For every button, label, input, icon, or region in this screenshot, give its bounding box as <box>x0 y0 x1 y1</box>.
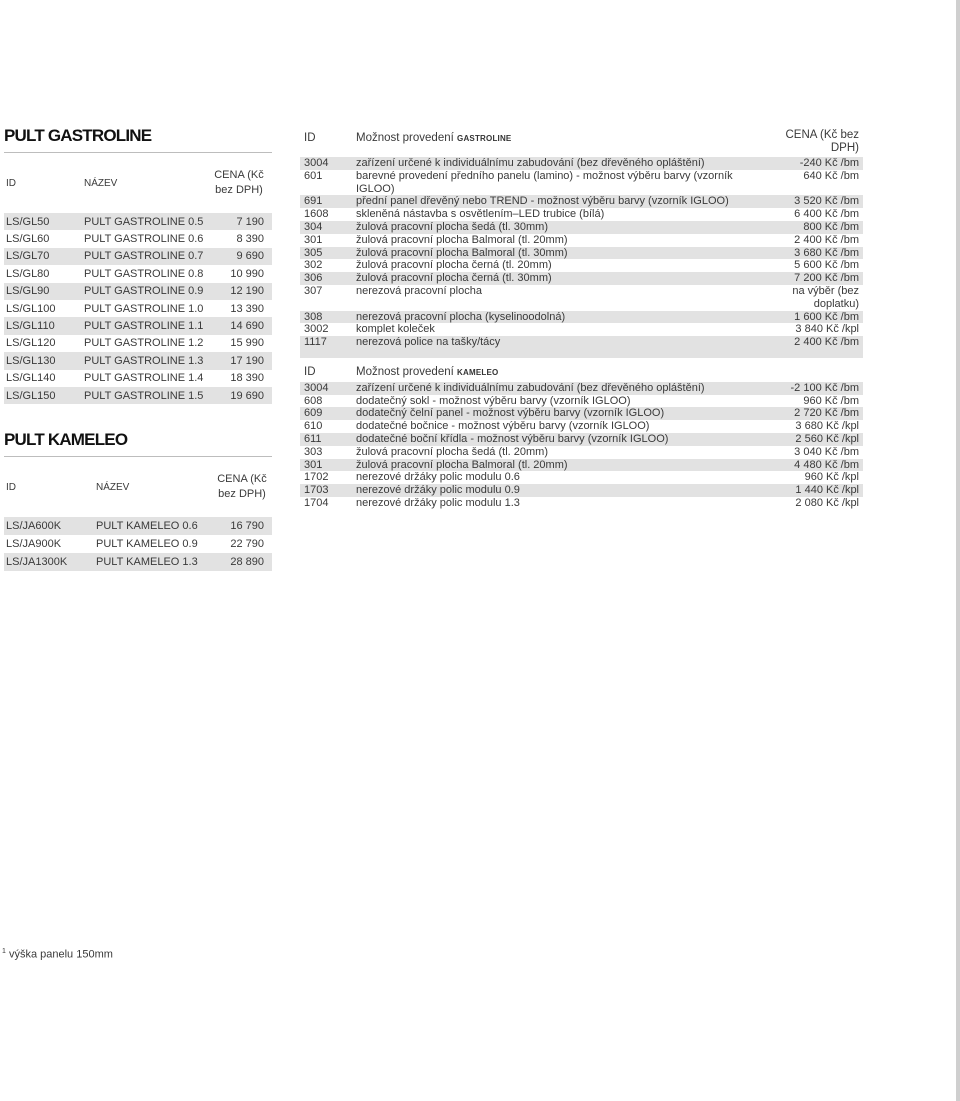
gastroline-option-row <box>300 311 863 324</box>
kameleo-option-row <box>300 433 863 446</box>
kameleo-option-row-desc: dodatečné boční křídla - možnost výběru barvy (vzorník IGLOO) <box>352 433 765 446</box>
gastroline-row-id: LS/GL130 <box>6 354 56 367</box>
gastroline-options-rows <box>300 157 863 349</box>
gastroline-header-id: ID <box>6 177 16 189</box>
footnote-marker: 1 <box>2 948 6 955</box>
gastroline-option-row-desc: žulová pracovní plocha šedá (tl. 30mm) <box>352 221 765 234</box>
option-tag-kameleo: KAMELEO <box>457 367 499 377</box>
gastroline-row-name: PULT GASTROLINE 0.7 <box>84 250 204 263</box>
kameleo-option-row-id: 1703 <box>300 484 352 497</box>
kameleo-row-id: LS/JA1300K <box>6 556 68 569</box>
gastroline-option-row <box>300 208 863 221</box>
gastroline-option-row-price: 7 200 Kč /bm <box>765 272 863 285</box>
gastroline-row <box>4 317 272 334</box>
kameleo-option-row <box>300 484 863 497</box>
gastroline-row-name: PULT GASTROLINE 0.6 <box>84 233 204 246</box>
gastroline-row-name: PULT GASTROLINE 0.5 <box>84 215 204 228</box>
gastroline-option-row-desc: žulová pracovní plocha Balmoral (tl. 20mm) <box>356 233 568 246</box>
gastroline-option-row-id: 1608 <box>304 208 329 221</box>
gastroline-row-price: 15 990 <box>230 337 264 350</box>
gastroline-row-id: LS/GL50 <box>6 215 50 228</box>
gastroline-row-price: 14 690 <box>230 320 264 333</box>
gastroline-row-id: LS/GL80 <box>6 267 50 280</box>
gastroline-rows <box>4 213 272 404</box>
gastroline-option-row-price: 2 400 Kč /bm <box>794 233 859 246</box>
gastroline-row-name: PULT GASTROLINE 1.1 <box>84 320 204 333</box>
gastroline-row <box>4 335 272 352</box>
kameleo-option-row-price: 4 480 Kč /bm <box>765 459 863 472</box>
kameleo-header-name: NÁZEV <box>96 481 130 493</box>
gastroline-option-row-id: 306 <box>300 272 352 285</box>
gastroline-option-row-id: 1117 <box>300 336 352 349</box>
gastroline-option-row-desc: nerezová pracovní plocha <box>356 284 482 297</box>
gastroline-header-name: NÁZEV <box>84 177 118 189</box>
gastroline-row <box>4 213 272 230</box>
gastroline-option-row-id: 307 <box>304 284 323 297</box>
gastroline-row-id: LS/GL60 <box>6 233 50 246</box>
left-column <box>4 126 272 571</box>
kameleo-option-row-price: 3 680 Kč /kpl <box>795 420 859 433</box>
gastroline-option-row-id: 302 <box>304 259 323 272</box>
gastroline-option-row-id: 304 <box>300 221 352 234</box>
kameleo-option-row-id: 303 <box>304 445 323 458</box>
kameleo-options-header-row <box>300 358 863 382</box>
gastroline-option-row-id: 305 <box>300 247 352 260</box>
kameleo-option-row-price: 2 080 Kč /kpl <box>795 496 859 509</box>
kameleo-header-id: ID <box>6 481 16 493</box>
right-column <box>300 126 863 510</box>
gastroline-row-price: 19 690 <box>230 389 264 402</box>
gastroline-options-header-row <box>300 126 863 157</box>
gastroline-row-name: PULT GASTROLINE 0.8 <box>84 267 204 280</box>
kameleo-row-name: PULT KAMELEO 1.3 <box>96 556 198 569</box>
kameleo-option-row <box>300 395 863 408</box>
gastroline-row-name: PULT GASTROLINE 1.4 <box>84 372 204 385</box>
gastroline-row-id: LS/GL140 <box>6 372 56 385</box>
gastroline-option-row <box>300 336 863 349</box>
kameleo-option-row-desc: žulová pracovní plocha šedá (tl. 20mm) <box>356 445 548 458</box>
gastroline-option-row-price: 1 600 Kč /bm <box>765 311 863 324</box>
kameleo-table <box>4 457 272 571</box>
kameleo-option-row <box>300 497 863 510</box>
gastroline-row-price: 9 690 <box>236 250 264 263</box>
gastroline-row-price: 18 390 <box>230 372 264 385</box>
gastroline-row-name: PULT GASTROLINE 1.5 <box>84 389 204 402</box>
gastroline-row-id: LS/GL90 <box>6 285 50 298</box>
gastroline-option-row <box>300 285 863 311</box>
kameleo-row-price: 22 790 <box>230 538 264 551</box>
gastroline-header-price: CENA (Kč bez DPH) <box>214 169 264 196</box>
gastroline-option-row-id: 301 <box>304 233 323 246</box>
option-label: Možnost provedení <box>356 365 454 378</box>
gastroline-header-row <box>4 153 272 213</box>
kameleo-row <box>4 517 272 535</box>
kameleo-option-row-id: 611 <box>300 433 352 446</box>
gastroline-row-price: 7 190 <box>236 215 264 228</box>
kameleo-option-row-price: 2 720 Kč /bm <box>765 407 863 420</box>
gastroline-row-price: 12 190 <box>230 285 264 298</box>
gastroline-option-row <box>300 221 863 234</box>
kameleo-options-header-id: ID <box>304 365 316 378</box>
gastroline-option-row-id: 308 <box>300 311 352 324</box>
kameleo-option-row-price: 2 560 Kč /kpl <box>765 433 863 446</box>
gastroline-option-row-price: 3 520 Kč /bm <box>765 195 863 208</box>
gastroline-option-row-price: 2 400 Kč /bm <box>765 336 863 349</box>
gastroline-option-row-price: 6 400 Kč /bm <box>794 208 859 221</box>
gastroline-option-row-id: 3004 <box>300 157 352 170</box>
gastroline-option-row <box>300 157 863 170</box>
page-edge-strip <box>956 0 960 1101</box>
gastroline-option-row-desc: skleněná nástavba s osvětlením–LED trubice (bílá) <box>356 208 605 221</box>
gastroline-row-id: LS/GL70 <box>6 250 50 263</box>
gastroline-option-row-id: 691 <box>300 195 352 208</box>
kameleo-header-price: CENA (Kč bez DPH) <box>217 473 267 501</box>
option-label: Možnost provedení <box>356 132 454 144</box>
gastroline-option-row-desc: žulová pracovní plocha černá (tl. 20mm) <box>356 259 552 272</box>
kameleo-options-rows <box>300 382 863 510</box>
gastroline-option-row-desc: komplet koleček <box>356 323 435 336</box>
gastroline-option-row <box>300 323 863 336</box>
gastroline-options-header-option <box>352 126 765 157</box>
gastroline-row <box>4 352 272 369</box>
gastroline-option-row-desc: barevné provedení předního panelu (lamino) - možnost výběru barvy (vzorník IGLOO) <box>356 169 733 195</box>
kameleo-option-row-id: 610 <box>304 420 323 433</box>
gastroline-row-id: LS/GL120 <box>6 337 56 350</box>
gastroline-option-row-desc: nerezová pracovní plocha (kyselinoodolná) <box>352 311 765 324</box>
kameleo-option-row-desc: žulová pracovní plocha Balmoral (tl. 20mm) <box>352 459 765 472</box>
kameleo-option-row-price: 3 040 Kč /bm <box>794 445 859 458</box>
gastroline-option-row <box>300 195 863 208</box>
gastroline-row-id: LS/GL150 <box>6 389 56 402</box>
gastroline-row-name: PULT GASTROLINE 1.3 <box>84 354 204 367</box>
gastroline-row <box>4 265 272 282</box>
gastroline-option-row-price: 5 600 Kč /bm <box>794 259 859 272</box>
gastroline-option-row-price: 3 840 Kč /kpl <box>795 323 859 336</box>
kameleo-option-row-desc: nerezové držáky polic modulu 0.6 <box>356 471 520 484</box>
kameleo-option-row-desc: nerezové držáky polic modulu 1.3 <box>356 496 520 509</box>
gastroline-row <box>4 370 272 387</box>
kameleo-option-row <box>300 459 863 472</box>
footnote-text: výška panelu 150mm <box>8 948 113 961</box>
kameleo-row-price: 16 790 <box>230 520 264 533</box>
kameleo-option-row-desc: zařízení určené k individuálnímu zabudování (bez dřevěného opláštění) <box>352 382 765 395</box>
gastroline-option-row-desc: žulová pracovní plocha Balmoral (tl. 30mm) <box>352 247 765 260</box>
gastroline-row <box>4 248 272 265</box>
kameleo-option-row-price: 960 Kč /bm <box>803 394 859 407</box>
kameleo-option-row-id: 1702 <box>304 471 329 484</box>
kameleo-option-row-price: -2 100 Kč /bm <box>765 382 863 395</box>
gastroline-options-header-id: ID <box>304 132 316 144</box>
kameleo-option-row-price: 1 440 Kč /kpl <box>765 484 863 497</box>
kameleo-option-row-id: 1704 <box>304 496 329 509</box>
gastroline-row-price: 10 990 <box>230 267 264 280</box>
gastroline-row <box>4 387 272 404</box>
kameleo-options-header-option <box>352 358 765 382</box>
option-tag-gastroline: GASTROLINE <box>457 134 512 143</box>
kameleo-option-row-price: 960 Kč /kpl <box>804 471 859 484</box>
gastroline-option-row-price: -240 Kč /bm <box>765 157 863 170</box>
kameleo-option-row <box>300 407 863 420</box>
kameleo-row <box>4 553 272 571</box>
gastroline-option-row-price: 800 Kč /bm <box>765 221 863 234</box>
gastroline-title: PULT GASTROLINE <box>4 126 272 153</box>
gastroline-row-name: PULT GASTROLINE 0.9 <box>84 285 204 298</box>
gastroline-option-row-price: 3 680 Kč /bm <box>765 247 863 260</box>
gastroline-row-price: 17 190 <box>230 354 264 367</box>
gastroline-option-row <box>300 170 863 196</box>
gastroline-option-row-desc: žulová pracovní plocha černá (tl. 30mm) <box>352 272 765 285</box>
kameleo-row-name: PULT KAMELEO 0.9 <box>96 538 198 551</box>
gastroline-table <box>4 153 272 404</box>
kameleo-option-row-id: 301 <box>300 459 352 472</box>
kameleo-header-row <box>4 457 272 517</box>
kameleo-option-row-id: 3004 <box>300 382 352 395</box>
kameleo-rows <box>4 517 272 571</box>
gastroline-option-row-desc: zařízení určené k individuálnímu zabudování (bez dřevěného opláštění) <box>352 157 765 170</box>
gastroline-row <box>4 230 272 247</box>
gastroline-option-row-price: na výběr (bez doplatku) <box>792 284 859 310</box>
kameleo-option-row-desc: dodatečné bočnice - možnost výběru barvy (vzorník IGLOO) <box>356 420 650 433</box>
gastroline-option-row <box>300 247 863 260</box>
kameleo-option-row-desc: nerezové držáky polic modulu 0.9 <box>352 484 765 497</box>
gastroline-row-id: LS/GL100 <box>6 302 56 315</box>
gastroline-option-row-id: 3002 <box>304 323 329 336</box>
kameleo-option-row-id: 609 <box>300 407 352 420</box>
kameleo-option-row <box>300 420 863 433</box>
gastroline-option-row-price: 640 Kč /bm <box>803 169 859 182</box>
kameleo-options-table <box>300 358 863 510</box>
gastroline-option-row-desc: přední panel dřevěný nebo TREND - možnost výběru barvy (vzorník IGLOO) <box>352 195 765 208</box>
gastroline-row <box>4 300 272 317</box>
gastroline-option-row <box>300 234 863 247</box>
kameleo-options-header-price <box>765 358 863 382</box>
kameleo-row-id: LS/JA600K <box>6 520 62 533</box>
kameleo-row-price: 28 890 <box>230 556 264 569</box>
footnote <box>2 948 113 961</box>
kameleo-option-row-id: 608 <box>304 394 323 407</box>
kameleo-option-row-desc: dodatečný čelní panel - možnost výběru barvy (vzorník IGLOO) <box>352 407 765 420</box>
gastroline-option-row <box>300 259 863 272</box>
gastroline-option-row-id: 601 <box>304 169 323 182</box>
gastroline-options-header-price: CENA (Kč bez DPH) <box>785 129 859 154</box>
gastroline-row-name: PULT GASTROLINE 1.2 <box>84 337 204 350</box>
kameleo-option-row-desc: dodatečný sokl - možnost výběru barvy (vzorník IGLOO) <box>356 394 631 407</box>
kameleo-row <box>4 535 272 553</box>
gastroline-option-row-desc: nerezová police na tašky/tácy <box>352 336 765 349</box>
kameleo-option-row <box>300 471 863 484</box>
kameleo-option-row <box>300 382 863 395</box>
kameleo-row-id: LS/JA900K <box>6 538 62 551</box>
gastroline-row-price: 13 390 <box>230 302 264 315</box>
kameleo-option-row <box>300 446 863 459</box>
kameleo-row-name: PULT KAMELEO 0.6 <box>96 520 198 533</box>
gastroline-options-table <box>300 126 863 358</box>
gastroline-row-price: 8 390 <box>236 233 264 246</box>
options-separator <box>300 349 863 358</box>
gastroline-row-id: LS/GL110 <box>6 320 55 333</box>
gastroline-row <box>4 283 272 300</box>
gastroline-row-name: PULT GASTROLINE 1.0 <box>84 302 204 315</box>
gastroline-option-row <box>300 272 863 285</box>
kameleo-title: PULT KAMELEO <box>4 430 272 457</box>
